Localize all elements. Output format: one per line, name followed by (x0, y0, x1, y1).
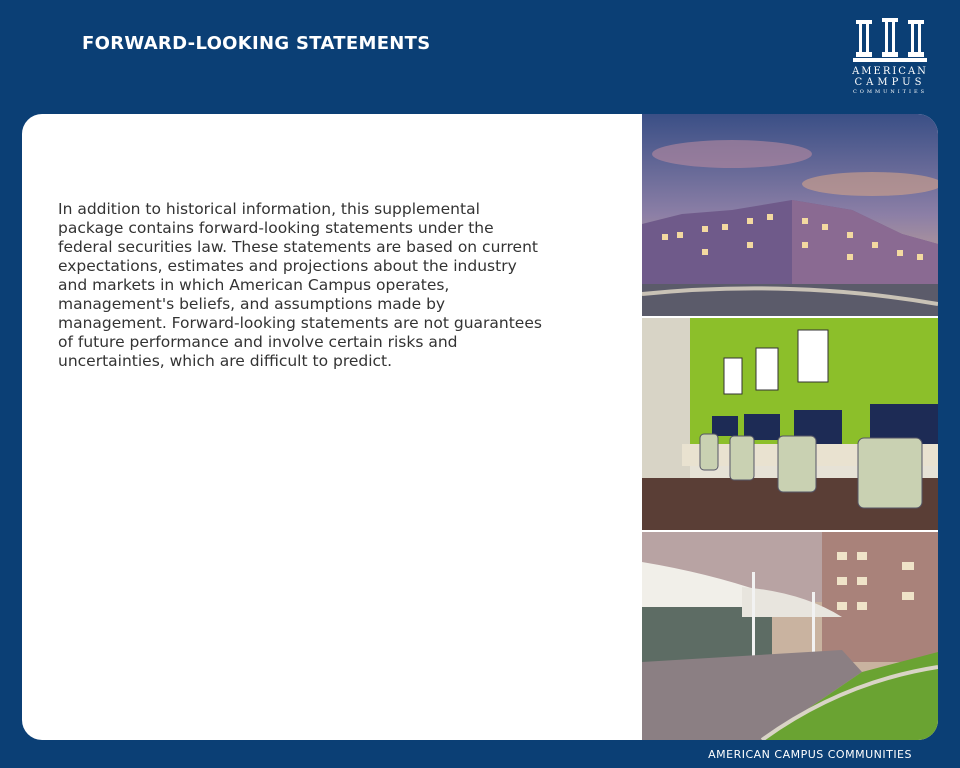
photo-computer-lab (642, 318, 938, 530)
logo-line-communities: COMMUNITIES (852, 89, 928, 95)
company-logo (850, 18, 930, 102)
footer-company-name: AMERICAN CAMPUS COMMUNITIES (708, 748, 912, 761)
logo-line-american: AMERICAN (852, 66, 928, 77)
columns-logo-icon (853, 18, 927, 62)
photo-courtyard (642, 532, 938, 740)
page-title: FORWARD-LOOKING STATEMENTS (82, 33, 431, 54)
forward-looking-paragraph: In addition to historical information, this supplemental package contains forward-looking statements under the federal securities law. These statements are based on current expectations, estimates and projections about the industry and markets in which American Campus operates, management's beliefs, and assumptions made by management. Forward-looking statements are not guarantees of future performance and involve certain risks and uncertainties, which are difficult to predict. (58, 200, 542, 370)
content-panel (22, 114, 938, 740)
logo-line-campus: CAMPUS (854, 77, 926, 88)
photo-building-exterior (642, 114, 938, 316)
